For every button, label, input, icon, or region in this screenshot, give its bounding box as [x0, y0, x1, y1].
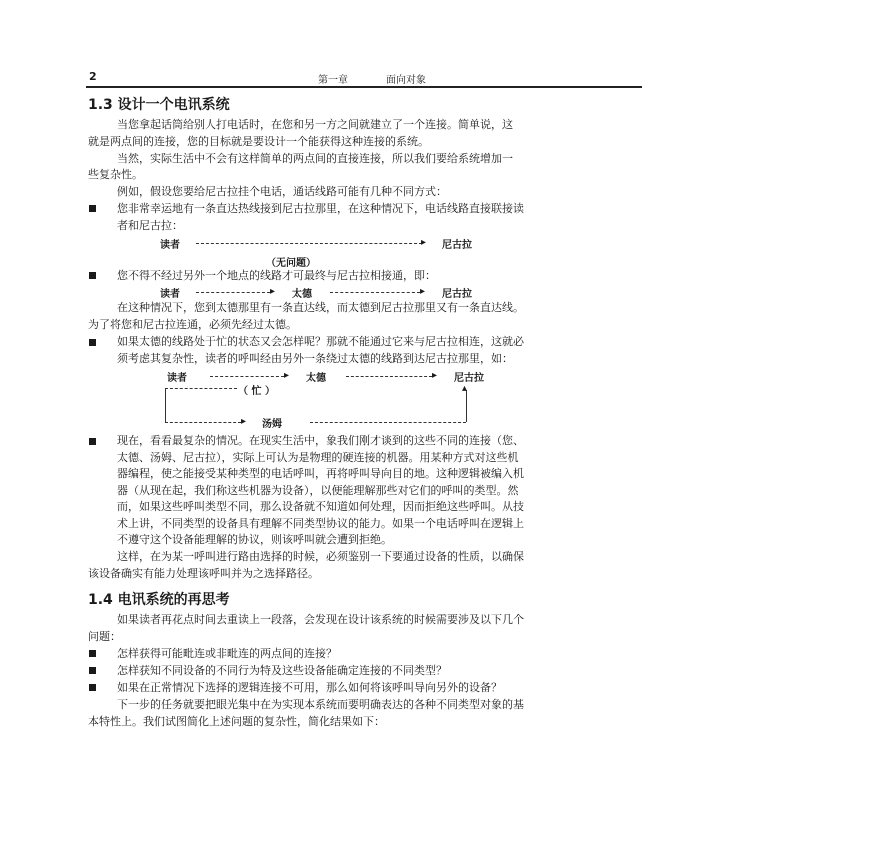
diagram-right-connector	[466, 390, 467, 422]
question-line: 怎样获得可能毗连或非毗连的两点间的连接？	[117, 647, 337, 660]
bullet-line: 器编程，使之能接受某种类型的电话呼叫，再将呼叫导向目的地。这种逻辑被编入机	[117, 467, 524, 480]
question-line: 如果在正常情况下选择的逻辑连接不可用，那么如何将该呼叫导向另外的设备？	[117, 681, 502, 694]
paragraph-line: 当然，实际生活中不会有这样简单的两点间的直接连接，所以我们要给系统增加一	[117, 152, 513, 165]
bullet-line: 须考虑其复杂性，读者的呼叫经由另外一条绕过太德的线路到达尼古拉那里，如：	[117, 352, 513, 365]
paragraph-line: 当您拿起话筒给别人打电话时，在您和另一方之间就建立了一个连接。简单说，这	[117, 118, 513, 131]
bullet-marker	[89, 272, 96, 279]
paragraph-line: 例如，假设您要给尼古拉挂个电话，通话线路可能有几种不同方式：	[117, 185, 447, 198]
arrow-up-icon: ▴	[462, 383, 468, 394]
diagram-node-tai: 太德	[306, 373, 326, 384]
diagram-node-reader: 读者	[167, 373, 187, 384]
paragraph-line: 如果读者再花点时间去重读上一段落，会发现在设计该系统的时候需要涉及以下几个	[117, 613, 524, 626]
diagram-line	[346, 376, 432, 377]
bullet-line: 而，如果这些呼叫类型不同，那么设备就不知道如何处理，因而拒绝这些呼叫。从技	[117, 500, 524, 513]
paragraph-line: 就是两点间的连接，您的目标就是要设计一个能获得这种连接的系统。	[88, 135, 429, 148]
diagram-node-tai: 太德	[292, 289, 312, 300]
paragraph-line: 下一步的任务就要把眼光集中在为实现本系统而要明确表达的各种不同类型对象的基	[117, 698, 524, 711]
diagram-line	[310, 422, 466, 423]
bullet-marker	[89, 650, 96, 657]
paragraph-line: 为了将您和尼古拉连通，必须先经过太德。	[88, 318, 297, 331]
paragraph-line: 问题：	[88, 630, 121, 643]
arrow-head-icon: ▸	[284, 370, 290, 381]
chapter-title: 面向对象	[386, 75, 426, 86]
arrow-head-icon: ▸	[241, 416, 247, 427]
diagram-node-reader: 读者	[160, 289, 180, 300]
bullet-line: 如果太德的线路处于忙的状态又会怎样呢？那就不能通过它来与尼古拉相连，这就必	[117, 335, 524, 348]
page-number: 2	[89, 70, 97, 83]
diagram-node-nicola: 尼古拉	[454, 373, 484, 384]
bullet-marker	[89, 205, 96, 212]
bullet-line: 太德、汤姆、尼古拉），实际上可认为是物理的硬连接的机器。用某种方式对这些机	[117, 451, 519, 464]
paragraph-line: 些复杂性。	[88, 168, 143, 181]
bullet-marker	[89, 684, 96, 691]
bullet-line: 不遵守这个设备能理解的协议，则该呼叫就会遭到拒绝。	[117, 533, 392, 546]
paragraph-line: 本特性上。我们试图简化上述问题的复杂性，简化结果如下：	[88, 715, 385, 728]
bullet-line: 术上讲，不同类型的设备具有理解不同类型协议的能力。如果一个电话呼叫在逻辑上	[117, 517, 524, 530]
bullet-line: 者和尼古拉：	[117, 219, 183, 232]
diagram-busy-label: （ 忙 ）	[238, 386, 275, 397]
bullet-line: 您不得不经过另外一个地点的线路才可最终与尼古拉相接通，即：	[117, 269, 436, 282]
section-heading-1-3: 1.3 设计一个电讯系统	[88, 97, 230, 113]
diagram-node-tom: 汤姆	[262, 419, 282, 430]
paragraph-line: 该设备确实有能力处理该呼叫并为之选择路径。	[88, 567, 319, 580]
bullet-marker	[89, 438, 96, 445]
diagram-left-connector	[165, 388, 166, 422]
diagram-node-reader: 读者	[160, 240, 180, 251]
diagram-line	[196, 243, 422, 244]
diagram-line	[165, 422, 241, 423]
section-heading-1-4: 1.4 电讯系统的再思考	[88, 592, 230, 608]
diagram-line	[210, 376, 284, 377]
question-line: 怎样获知不同设备的不同行为特及这些设备能确定连接的不同类型？	[117, 664, 447, 677]
bullet-marker	[89, 667, 96, 674]
arrow-head-icon: ▸	[421, 237, 427, 248]
bullet-line: 器（从现在起，我们称这些机器为设备），以便能理解那些对它们的呼叫的类型。然	[117, 484, 519, 497]
paragraph-line: 这样，在为某一呼叫进行路由选择的时候，必须鉴别一下要通过设备的性质，以确保	[117, 550, 524, 563]
arrow-head-icon: ▸	[270, 286, 276, 297]
diagram-node-nicola: 尼古拉	[442, 289, 472, 300]
bullet-line: 现在，看看最复杂的情况。在现实生活中，象我们刚才谈到的这些不同的连接（您、	[117, 434, 524, 447]
chapter-label: 第一章	[318, 75, 348, 86]
paragraph-line: 在这种情况下，您到太德那里有一条直达线，而太德到尼古拉那里又有一条直达线。	[117, 301, 524, 314]
diagram-line	[196, 292, 270, 293]
bullet-marker	[89, 339, 96, 346]
arrow-head-icon: ▸	[432, 370, 438, 381]
diagram-note: （无问题）	[266, 258, 316, 269]
diagram-line	[165, 388, 237, 389]
diagram-line	[330, 292, 420, 293]
diagram-node-nicola: 尼古拉	[442, 240, 472, 251]
bullet-line: 您非常幸运地有一条直达热线接到尼古拉那里，在这种情况下，电话线路直接联接读	[117, 202, 524, 215]
header-rule	[86, 86, 642, 88]
arrow-head-icon: ▸	[420, 286, 426, 297]
